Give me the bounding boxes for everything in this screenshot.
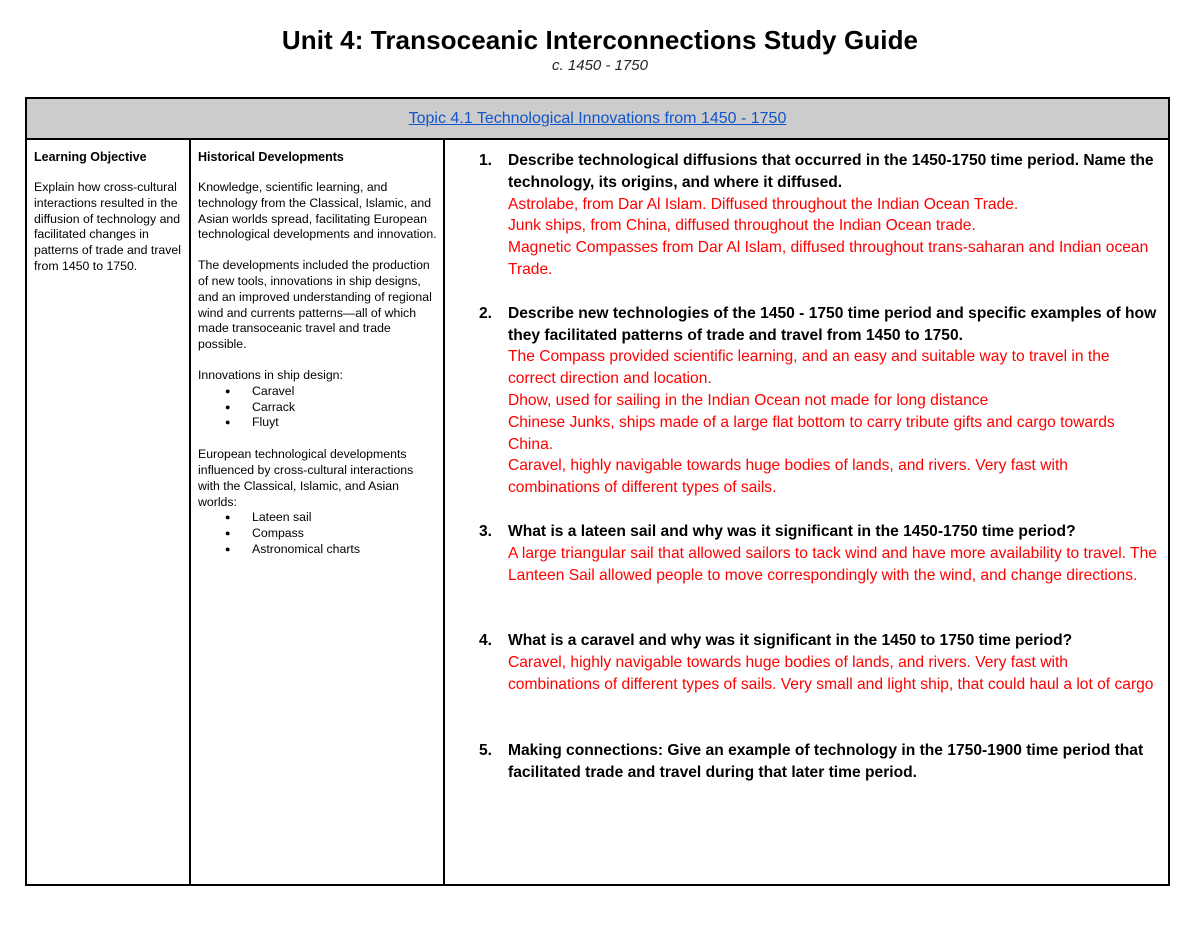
question-text: Describe technological diffusions that occurred in the 1450-1750 time period. Name the technology, its origins, and where it diffused. xyxy=(508,152,1154,191)
historical-developments-cell xyxy=(191,140,445,884)
learning-objective-header: Learning Objective xyxy=(34,150,147,164)
list-item: ● Astronomical charts xyxy=(252,542,437,558)
answer-line: Caravel, highly navigable towards huge bodies of lands, and rivers. Very fast with combinations of different types of sails. Very small and light ship, that could haul a lot of cargo xyxy=(508,654,1154,693)
list-item: ● Fluyt xyxy=(252,415,437,431)
european-developments-list xyxy=(198,510,437,557)
question-number: 3. xyxy=(479,522,493,540)
hd-paragraph-1: Knowledge, scientific learning, and technology from the Classical, Islamic, and Asian worlds spread, facilitating European technological developments and innovation. xyxy=(198,180,437,242)
study-guide-table xyxy=(25,97,1170,886)
question-3 xyxy=(479,521,1160,586)
page-subtitle: c. 1450 - 1750 xyxy=(552,57,648,74)
question-text: Making connections: Give an example of technology in the 1750-1900 time period that facilitated trade and travel during that later time period. xyxy=(508,741,1144,781)
topic-header-row xyxy=(27,99,1168,140)
list-item: ● Carrack xyxy=(252,400,437,416)
learning-objective-text: Explain how cross-cultural interactions resulted in the diffusion of technology and facilitated changes in patterns of trade and travel from 1450 to 1750. xyxy=(34,180,181,273)
answer-line: Astrolabe, from Dar Al Islam. Diffused throughout the Indian Ocean Trade. xyxy=(508,195,1019,213)
answer-line: The Compass provided scientific learning, and an easy and suitable way to travel in the correct direction and location. xyxy=(508,348,1110,388)
question-number: 4. xyxy=(479,632,493,650)
topic-link[interactable]: Topic 4.1 Technological Innovations from 1450 - 1750 xyxy=(408,110,787,127)
question-number: 5. xyxy=(479,741,493,759)
question-text: What is a lateen sail and why was it significant in the 1450-1750 time period? xyxy=(508,522,1076,540)
learning-objective-cell xyxy=(27,140,191,884)
historical-developments-header: Historical Developments xyxy=(198,150,344,164)
hd-paragraph-2: The developments included the production of new tools, innovations in ship designs, and an improved understanding of regional wind and currents patterns—all of which made transoceanic travel and trade possible. xyxy=(198,258,432,352)
answer-line: Magnetic Compasses from Dar Al Islam, diffused throughout trans-saharan and Indian ocean Trade. xyxy=(508,239,1149,278)
page-title: Unit 4: Transoceanic Interconnections Study Guide xyxy=(281,25,919,55)
list-item: ● Caravel xyxy=(252,384,437,400)
question-4 xyxy=(479,630,1160,695)
answer-line: Caravel, highly navigable towards huge bodies of lands, and rivers. Very fast with combinations of different types of sails. xyxy=(508,457,1068,497)
question-2 xyxy=(479,303,1160,499)
question-text: Describe new technologies of the 1450 - 1750 time period and specific examples of how they facilitated patterns of trade and travel from 1450 to 1750. xyxy=(508,304,1157,344)
list-item: ● Compass xyxy=(252,526,437,542)
answer-line: Chinese Junks, ships made of a large flat bottom to carry tribute gifts and cargo towards China. xyxy=(508,413,1115,453)
question-text: What is a caravel and why was it significant in the 1450 to 1750 time period? xyxy=(508,632,1073,650)
hd-paragraph-3: Innovations in ship design: xyxy=(198,367,343,382)
question-5 xyxy=(479,740,1160,784)
ship-design-list xyxy=(198,384,437,431)
question-number: 2. xyxy=(479,304,493,322)
question-1 xyxy=(479,150,1160,281)
hd-paragraph-4: European technological developments influenced by cross-cultural interactions with the Classical, Islamic, and Asian worlds: xyxy=(198,447,414,509)
list-item: ● Lateen sail xyxy=(252,510,437,526)
questions-cell xyxy=(445,140,1168,884)
answer-line: Junk ships, from China, diffused throughout the Indian Ocean trade. xyxy=(508,217,976,235)
answer-line: A large triangular sail that allowed sailors to tack wind and have more availability to travel. The Lanteen Sail allowed people to move correspondingly with the wind, and change directions. xyxy=(508,544,1157,584)
answer-line: Dhow, used for sailing in the Indian Ocean not made for long distance xyxy=(508,391,989,409)
question-number: 1. xyxy=(479,152,493,169)
